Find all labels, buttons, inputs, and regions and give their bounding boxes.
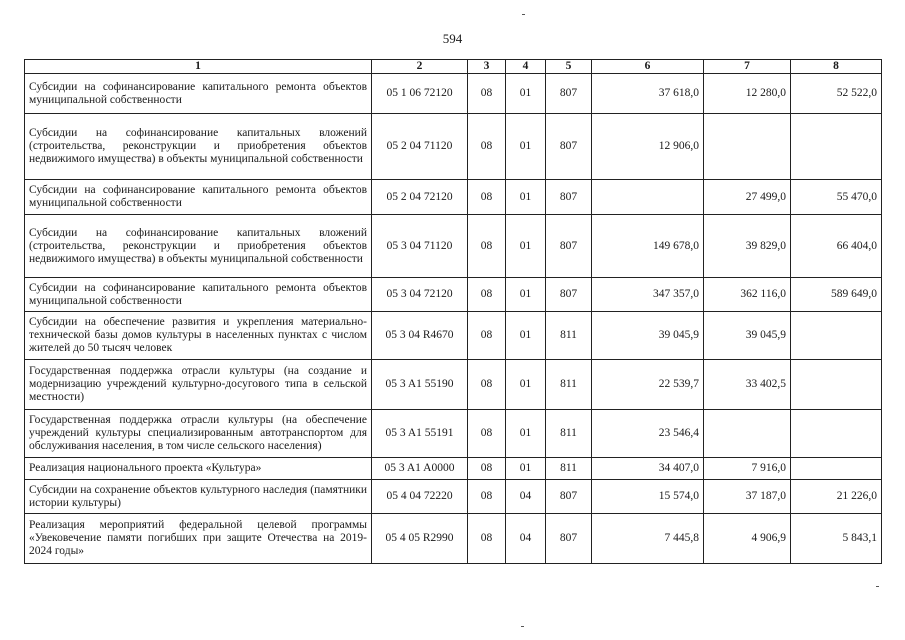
row-code: 05 3 A1 A0000 [372,458,468,480]
row-description: Государственная поддержка отрасли культуры (на создание и модернизацию учреждений культурно-досугового типа в сельской местности) [25,360,372,410]
row-amount-6: 22 539,7 [592,360,704,410]
row-expense-type: 807 [546,480,592,514]
budget-table [24,59,882,564]
row-amount-8: 5 843,1 [791,514,882,564]
scan-speck [522,14,525,15]
row-amount-7: 33 402,5 [704,360,791,410]
row-subsection: 01 [506,180,546,215]
page-number: 594 [442,31,463,46]
row-amount-6: 34 407,0 [592,458,704,480]
row-section: 08 [468,114,506,180]
row-section: 08 [468,180,506,215]
row-amount-7: 7 916,0 [704,458,791,480]
scan-speck [876,586,879,587]
row-description: Реализация национального проекта «Культура» [25,458,372,480]
row-amount-7: 12 280,0 [704,74,791,114]
row-amount-8 [791,410,882,458]
row-subsection: 04 [506,514,546,564]
row-description: Субсидии на софинансирование капитальных вложений (строительства, реконструкции и приобретения объектов недвижимого имущества) в объекты муниципальной собственности [25,114,372,180]
row-expense-type: 811 [546,410,592,458]
row-code: 05 3 04 71120 [372,215,468,278]
row-amount-6: 149 678,0 [592,215,704,278]
row-section: 08 [468,278,506,312]
table-row [25,74,882,114]
row-description: Субсидии на обеспечение развития и укрепления материально-технической базы домов культуры в населенных пунктах с числом жителей до 50 тысяч человек [25,312,372,360]
column-header-6: 6 [592,60,704,74]
row-amount-6: 15 574,0 [592,480,704,514]
row-expense-type: 807 [546,74,592,114]
row-code: 05 4 04 72220 [372,480,468,514]
row-section: 08 [468,312,506,360]
row-amount-8: 52 522,0 [791,74,882,114]
row-amount-6: 12 906,0 [592,114,704,180]
row-description: Субсидии на софинансирование капитального ремонта объектов муниципальной собственности [25,180,372,215]
row-expense-type: 811 [546,458,592,480]
row-expense-type: 807 [546,278,592,312]
row-section: 08 [468,410,506,458]
row-subsection: 01 [506,114,546,180]
table-row [25,180,882,215]
row-amount-8 [791,114,882,180]
header-row [25,60,882,74]
table-row [25,480,882,514]
row-subsection: 01 [506,74,546,114]
row-amount-8: 21 226,0 [791,480,882,514]
column-header-8: 8 [791,60,882,74]
row-amount-8: 589 649,0 [791,278,882,312]
row-subsection: 01 [506,410,546,458]
row-amount-6: 347 357,0 [592,278,704,312]
row-section: 08 [468,514,506,564]
row-subsection: 04 [506,480,546,514]
row-code: 05 4 05 R2990 [372,514,468,564]
row-subsection: 01 [506,360,546,410]
row-amount-8: 66 404,0 [791,215,882,278]
row-section: 08 [468,458,506,480]
column-header-4: 4 [506,60,546,74]
column-header-7: 7 [704,60,791,74]
row-amount-6 [592,180,704,215]
row-code: 05 3 04 R4670 [372,312,468,360]
row-description: Субсидии на софинансирование капитального ремонта объектов муниципальной собственности [25,278,372,312]
row-expense-type: 807 [546,180,592,215]
row-amount-7: 27 499,0 [704,180,791,215]
table-row [25,278,882,312]
row-section: 08 [468,215,506,278]
row-section: 08 [468,74,506,114]
row-description: Субсидии на софинансирование капитального ремонта объектов муниципальной собственности [25,74,372,114]
row-amount-6: 39 045,9 [592,312,704,360]
scan-speck [521,626,524,627]
table-row [25,215,882,278]
row-expense-type: 807 [546,114,592,180]
row-amount-8 [791,360,882,410]
row-description: Субсидии на сохранение объектов культурного наследия (памятники истории культуры) [25,480,372,514]
row-amount-7: 39 045,9 [704,312,791,360]
row-description: Государственная поддержка отрасли культуры (на обеспечение учреждений культуры специализированным автотранспортом для обслуживания населения, в том числе сельского населения) [25,410,372,458]
row-expense-type: 807 [546,514,592,564]
row-code: 05 2 04 71120 [372,114,468,180]
row-amount-6: 37 618,0 [592,74,704,114]
row-description: Субсидии на софинансирование капитальных вложений (строительства, реконструкции и приобретения объектов недвижимого имущества) в объекты муниципальной собственности [25,215,372,278]
row-expense-type: 811 [546,312,592,360]
row-description: Реализация мероприятий федеральной целевой программы «Увековечение памяти погибших при защите Отечества на 2019-2024 годы» [25,514,372,564]
row-expense-type: 811 [546,360,592,410]
row-amount-7 [704,410,791,458]
row-section: 08 [468,360,506,410]
row-amount-7: 4 906,9 [704,514,791,564]
table-row [25,458,882,480]
row-subsection: 01 [506,215,546,278]
row-amount-7 [704,114,791,180]
row-expense-type: 807 [546,215,592,278]
table-row [25,410,882,458]
column-header-2: 2 [372,60,468,74]
row-code: 05 2 04 72120 [372,180,468,215]
row-subsection: 01 [506,312,546,360]
row-code: 05 3 04 72120 [372,278,468,312]
row-amount-6: 23 546,4 [592,410,704,458]
row-code: 05 1 06 72120 [372,74,468,114]
column-header-5: 5 [546,60,592,74]
table-row [25,114,882,180]
row-code: 05 3 A1 55190 [372,360,468,410]
table-row [25,312,882,360]
column-header-1: 1 [25,60,372,74]
row-amount-7: 37 187,0 [704,480,791,514]
row-amount-8 [791,312,882,360]
table-row [25,360,882,410]
row-amount-8 [791,458,882,480]
row-amount-8: 55 470,0 [791,180,882,215]
row-subsection: 01 [506,458,546,480]
row-amount-6: 7 445,8 [592,514,704,564]
column-header-3: 3 [468,60,506,74]
row-subsection: 01 [506,278,546,312]
row-code: 05 3 A1 55191 [372,410,468,458]
row-amount-7: 39 829,0 [704,215,791,278]
row-amount-7: 362 116,0 [704,278,791,312]
row-section: 08 [468,480,506,514]
table-row [25,514,882,564]
